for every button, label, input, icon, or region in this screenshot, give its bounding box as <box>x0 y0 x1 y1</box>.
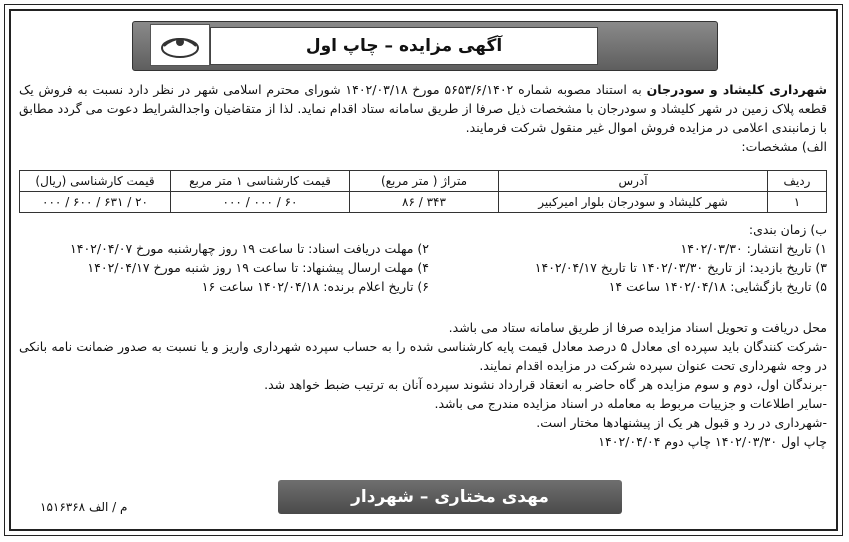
print-dates: چاپ اول ۱۴۰۲/۰۳/۳۰ چاپ دوم ۱۴۰۲/۰۴/۰۴ <box>598 434 827 449</box>
municipality-logo-icon <box>150 24 210 66</box>
table-header-cell: قیمت کارشناسی (ریال) <box>20 171 171 192</box>
table-row <box>20 192 827 213</box>
schedule-item-3: ۳) تاریخ بازدید: از تاریخ ۱۴۰۲/۰۳/۳۰ تا تاریخ ۱۴۰۲/۰۴/۱۷ <box>534 260 827 275</box>
schedule-label: ب) زمان بندی: <box>748 222 827 237</box>
table-cell: ۲۰ / ۶۳۱ / ۶۰۰ / ۰۰۰ <box>20 192 171 213</box>
schedule-item-5: ۵) تاریخ بازگشایی: ۱۴۰۲/۰۴/۱۸ ساعت ۱۴ <box>608 279 827 294</box>
table-header-cell: قیمت کارشناسی ۱ متر مربع <box>171 171 350 192</box>
notes-section <box>19 318 827 451</box>
notice-title: آگهی مزایده – چاپ اول <box>210 27 598 65</box>
table-cell: شهر کلیشاد و سودرجان بلوار امیرکبیر <box>499 192 768 213</box>
schedule-item-2: ۲) مهلت دریافت اسناد: تا ساعت ۱۹ روز چهارشنبه مورخ ۱۴۰۲/۰۴/۰۷ <box>70 241 429 256</box>
table-cell: ۱ <box>768 192 827 213</box>
schedule-item-1: ۱) تاریخ انتشار: ۱۴۰۲/۰۳/۳۰ <box>680 241 827 256</box>
table-cell: ۶۰ / ۰۰۰ / ۰۰۰ <box>171 192 350 213</box>
table-cell: ۳۴۳ / ۸۶ <box>350 192 499 213</box>
table-header-row <box>20 171 827 192</box>
schedule-item-4: ۴) مهلت ارسال پیشنهاد: تا ساعت ۱۹ روز شنبه مورخ ۱۴۰۲/۰۴/۱۷ <box>87 260 429 275</box>
intro-paragraph <box>19 80 827 156</box>
table-header-cell: ردیف <box>768 171 827 192</box>
table-header-cell: آدرس <box>499 171 768 192</box>
note-item: محل دریافت و تحویل اسناد مزایده صرفا از طریق سامانه ستاد می باشد. <box>448 320 827 335</box>
intro-body: به استناد مصوبه شماره ۵۶۵۳/۶/۱۴۰۲ مورخ ۱۴۰۲/۰۳/۱۸ شورای محترم اسلامی شهر در نظر دارد نسبت به فروش یک قطعه پلاک زمین در شهر کلیشاد و سودرجان با مشخصات ذیل صرفا از طریق سامانه ستاد اقدام نماید. لذا از متقاضیان واجدالشرایط دعوت می گردد مطابق با زمانبندی اعلامی در مزایده فروش اموال غیر منقول شرکت فرمایند. <box>19 82 827 135</box>
notice-code: م / الف ۱۵۱۶۳۶۸ <box>40 500 128 514</box>
municipality-name: شهرداری کلیشاد و سودرجان <box>646 82 827 97</box>
note-item: -سایر اطلاعات و جزییات مربوط به معامله در اسناد مزایده مندرج می باشد. <box>434 396 827 411</box>
property-table <box>19 170 827 213</box>
table-header-cell: متراژ ( متر مربع) <box>350 171 499 192</box>
schedule-item-6: ۶) تاریخ اعلام برنده: ۱۴۰۲/۰۴/۱۸ ساعت ۱۶ <box>201 279 429 294</box>
note-item: -شهرداری در رد و قبول هر یک از پیشنهادها مختار است. <box>536 415 827 430</box>
note-item: -شرکت کنندگان باید سپرده ای معادل ۵ درصد معادل قیمت پایه کارشناسی شده را به حساب سپرده شهرداری واریز و یا نسبت به صدور ضمانت نامه بانکی در وجه شهرداری تحت عنوان سپرده شرکت در مزایده اقدام نمایند. <box>19 339 827 373</box>
signature-bar: مهدی مختاری – شهردار <box>278 480 622 514</box>
specs-label: الف) مشخصات: <box>741 139 827 154</box>
note-item: -برندگان اول، دوم و سوم مزایده هر گاه حاضر به انعقاد قرارداد نشوند سپرده آنان به ترتیب ضبط خواهد شد. <box>264 377 827 392</box>
